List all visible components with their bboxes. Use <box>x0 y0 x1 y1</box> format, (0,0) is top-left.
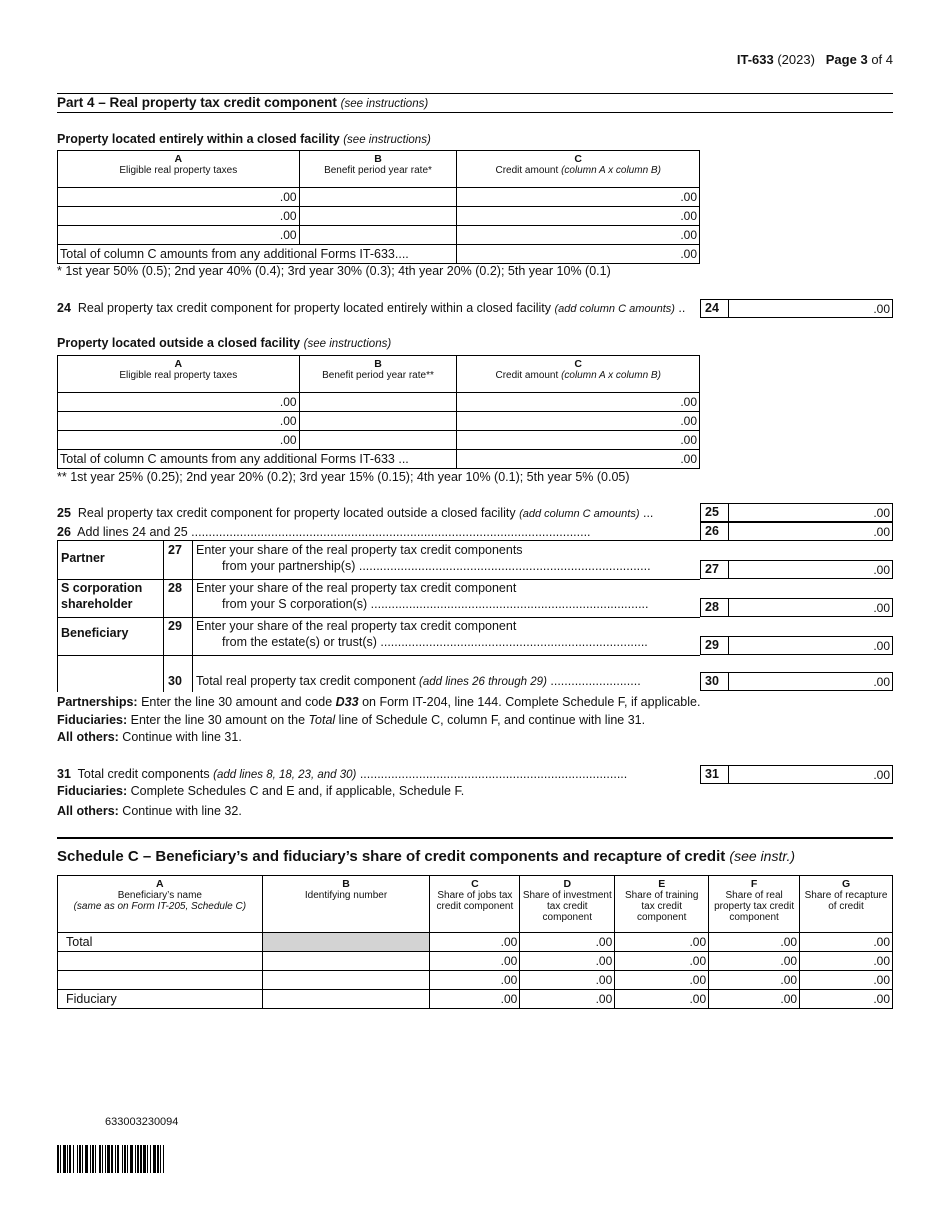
share-amount-cell[interactable]: .00 <box>615 971 709 990</box>
column-header: A Eligible real property taxes <box>58 356 300 393</box>
beneficiary-name-cell[interactable] <box>58 971 263 990</box>
share-amount-cell[interactable]: .00 <box>800 952 893 971</box>
amount-cell[interactable]: .00 <box>457 188 700 207</box>
column-header: C Share of jobs tax credit component <box>430 876 520 933</box>
share-amount-cell[interactable]: .00 <box>520 971 615 990</box>
s-corp-label: S corporation shareholder <box>61 581 143 611</box>
column-header: E Share of training tax credit component <box>615 876 709 933</box>
column-header: D Share of investment tax credit component <box>520 876 615 933</box>
outside-title: Property located outside a closed facility (see instructions) <box>57 336 392 350</box>
line-24-label: 24 Real property tax credit component for property located entirely within a closed facility (add column C amounts) .. <box>57 301 686 315</box>
line-29-num: 29 <box>168 619 182 633</box>
line-31-label: 31 Total credit components (add lines 8, 18, 23, and 30) ............................................................................. <box>57 767 628 781</box>
share-amount-cell[interactable]: .00 <box>430 971 520 990</box>
line-28-num: 28 <box>168 581 182 595</box>
column-header: B Benefit period year rate** <box>299 356 457 393</box>
line-27-label: Enter your share of the real property tax credit components from your partnership(s) .................................................................................... <box>196 543 651 573</box>
barcode <box>57 1145 167 1173</box>
table-row <box>58 207 700 226</box>
line-25-label: 25 Real property tax credit component for property located outside a closed facility (add column C amounts) ... <box>57 506 654 520</box>
share-amount-cell[interactable]: .00 <box>520 952 615 971</box>
share-amount-cell[interactable]: .00 <box>709 990 800 1009</box>
total-label: Total of column C amounts from any additional Forms IT-633 ... <box>58 450 457 469</box>
amount-cell[interactable]: .00 <box>58 188 300 207</box>
share-amount-cell[interactable]: .00 <box>800 990 893 1009</box>
partner-label: Partner <box>61 551 105 565</box>
closed-footnote: * 1st year 50% (0.5); 2nd year 40% (0.4); 3rd year 30% (0.3); 4th year 20% (0.2); 5th year 10% (0.1) <box>57 264 611 278</box>
column-header: B Benefit period year rate* <box>299 151 457 188</box>
line-29-label: Enter your share of the real property tax credit component from the estate(s) or trust(s) ............................................................................. <box>196 619 648 649</box>
table-row <box>58 188 700 207</box>
schedule-c-table <box>57 875 893 1009</box>
share-amount-cell[interactable]: .00 <box>709 971 800 990</box>
amount-cell[interactable]: .00 <box>58 207 300 226</box>
table-row <box>58 431 700 450</box>
closed-facility-table <box>57 150 700 264</box>
total-amount-cell[interactable]: .00 <box>457 450 700 469</box>
instr2-others: All others: Continue with line 32. <box>57 804 242 818</box>
amount-cell[interactable] <box>299 207 457 226</box>
barcode-number: 633003230094 <box>105 1116 179 1128</box>
instr-partnerships: Partnerships: Enter the line 30 amount and code D33 on Form IT-204, line 144. Complete Schedule F, if applicable. <box>57 695 701 709</box>
line-27-field[interactable]: 27 .00 <box>700 560 893 579</box>
column-header: A Eligible real property taxes <box>58 151 300 188</box>
identifying-number-cell <box>262 933 430 952</box>
share-amount-cell[interactable]: .00 <box>615 933 709 952</box>
instr-fiduciaries: Fiduciaries: Enter the line 30 amount on the Total line of Schedule C, column F, and continue with line 31. <box>57 713 646 727</box>
identifying-number-cell[interactable] <box>262 971 430 990</box>
share-amount-cell[interactable]: .00 <box>709 933 800 952</box>
share-amount-cell[interactable]: .00 <box>520 990 615 1009</box>
amount-cell[interactable]: .00 <box>457 207 700 226</box>
amount-cell[interactable]: .00 <box>457 431 700 450</box>
amount-cell[interactable]: .00 <box>58 226 300 245</box>
outside-footnote: ** 1st year 25% (0.25); 2nd year 20% (0.2); 3rd year 15% (0.15); 4th year 10% (0.1); 5th year 5% (0.05) <box>57 470 630 484</box>
share-amount-cell[interactable]: .00 <box>430 952 520 971</box>
beneficiary-name-cell[interactable]: Fiduciary <box>58 990 263 1009</box>
closed-title: Property located entirely within a closed facility (see instructions) <box>57 132 431 146</box>
column-header: C Credit amount (column A x column B) <box>457 356 700 393</box>
share-amount-cell[interactable]: .00 <box>800 971 893 990</box>
line-25-field[interactable]: 25 .00 <box>700 503 893 522</box>
column-header: B Identifying number <box>262 876 430 933</box>
column-header: A Beneficiary’s name (same as on Form IT-205, Schedule C) <box>58 876 263 933</box>
share-amount-cell[interactable]: .00 <box>800 933 893 952</box>
header-row <box>58 356 700 393</box>
table-row <box>58 933 893 952</box>
amount-cell[interactable] <box>299 431 457 450</box>
outside-facility-table <box>57 355 700 469</box>
line-28-field[interactable]: 28 .00 <box>700 598 893 617</box>
line-26-field[interactable]: 26 .00 <box>700 522 893 541</box>
beneficiary-name-cell[interactable]: Total <box>58 933 263 952</box>
share-amount-cell[interactable]: .00 <box>520 933 615 952</box>
beneficiary-label: Beneficiary <box>61 626 129 640</box>
amount-cell[interactable]: .00 <box>58 412 300 431</box>
instr-others: All others: Continue with line 31. <box>57 730 242 744</box>
header-row <box>58 151 700 188</box>
table-row <box>58 226 700 245</box>
share-amount-cell[interactable]: .00 <box>709 952 800 971</box>
column-header: G Share of recapture of credit <box>800 876 893 933</box>
table-row <box>58 990 893 1009</box>
share-amount-cell[interactable]: .00 <box>615 990 709 1009</box>
table-row <box>58 952 893 971</box>
line-30-field[interactable]: 30 .00 <box>700 672 893 691</box>
page-header: IT-633 (2023) Page 3 of 4 <box>736 52 893 67</box>
line-31-field[interactable]: 31 .00 <box>700 765 893 784</box>
amount-cell[interactable]: .00 <box>457 412 700 431</box>
table-row <box>58 971 893 990</box>
table-row <box>58 393 700 412</box>
beneficiary-name-cell[interactable] <box>58 952 263 971</box>
header-row <box>58 876 893 933</box>
amount-cell[interactable]: .00 <box>457 226 700 245</box>
amount-cell[interactable]: .00 <box>58 393 300 412</box>
share-amount-cell[interactable]: .00 <box>430 990 520 1009</box>
amount-cell[interactable] <box>299 188 457 207</box>
table-row <box>58 412 700 431</box>
line-30-num: 30 <box>168 674 182 688</box>
line-27-num: 27 <box>168 543 182 557</box>
amount-cell[interactable] <box>299 412 457 431</box>
line-26-label: 26 Add lines 24 and 25 ................................................................................................................... <box>57 525 591 539</box>
amount-cell[interactable]: .00 <box>58 431 300 450</box>
instr2-fiduciaries: Fiduciaries: Complete Schedules C and E and, if applicable, Schedule F. <box>57 784 465 798</box>
line-29-field[interactable]: 29 .00 <box>700 636 893 655</box>
total-amount-cell[interactable]: .00 <box>457 245 700 264</box>
amount-cell[interactable] <box>299 226 457 245</box>
line-24-field[interactable]: 24 .00 <box>700 299 893 318</box>
share-amount-cell[interactable]: .00 <box>615 952 709 971</box>
line-28-label: Enter your share of the real property tax credit component from your S corporation(s) ................................................................................ <box>196 581 649 611</box>
part4-title: Part 4 – Real property tax credit component (see instructions) <box>57 95 429 110</box>
amount-cell[interactable] <box>299 393 457 412</box>
share-amount-cell[interactable]: .00 <box>430 933 520 952</box>
total-row <box>58 450 700 469</box>
schedule-c-title: Schedule C – Beneficiary’s and fiduciary’s share of credit components and recapture of credit (see instr.) <box>57 848 796 865</box>
line-30-label: Total real property tax credit component (add lines 26 through 29) .......................... <box>196 674 641 688</box>
total-row <box>58 245 700 264</box>
amount-cell[interactable]: .00 <box>457 393 700 412</box>
total-label: Total of column C amounts from any additional Forms IT-633.... <box>58 245 457 264</box>
column-header: F Share of real property tax credit component <box>709 876 800 933</box>
column-header: C Credit amount (column A x column B) <box>457 151 700 188</box>
identifying-number-cell[interactable] <box>262 952 430 971</box>
identifying-number-cell[interactable] <box>262 990 430 1009</box>
